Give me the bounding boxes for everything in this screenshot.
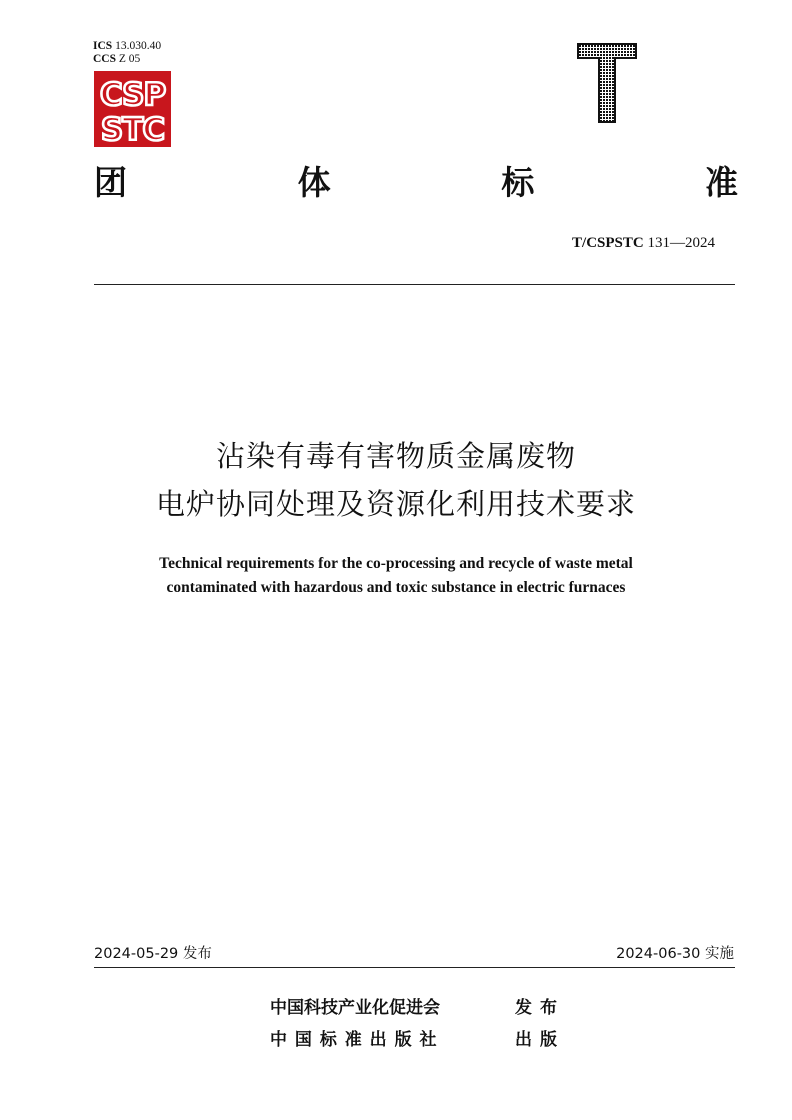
ics-label: ICS bbox=[93, 40, 113, 52]
ccs-label: CCS bbox=[93, 53, 117, 65]
implement-date: 2024-06-30 实施 bbox=[616, 946, 734, 962]
press-action: 出版 bbox=[515, 1030, 565, 1050]
bottom-divider bbox=[94, 967, 735, 968]
top-divider bbox=[94, 284, 735, 285]
press-name: 中 国 标 准 出 版 社 bbox=[270, 1030, 438, 1050]
document-code bbox=[572, 235, 715, 252]
doc-type-char-3: 标 bbox=[501, 163, 535, 202]
publish-date: 2024-05-29 发布 bbox=[94, 946, 212, 962]
title-cn-line-2: 电炉协同处理及资源化利用技术要求 bbox=[155, 487, 636, 521]
publisher-action: 发布 bbox=[515, 998, 565, 1018]
document-code-number: 131—2024 bbox=[647, 235, 715, 251]
logo-text-bottom: STC bbox=[100, 112, 165, 147]
logo-text-top: CSP bbox=[99, 77, 166, 113]
ics-code: 13.030.40 bbox=[115, 40, 162, 52]
title-cn-line-1: 沾染有毒有害物质金属废物 bbox=[215, 439, 576, 473]
standard-type-mark bbox=[576, 42, 638, 124]
doc-type-char-2: 体 bbox=[297, 163, 331, 202]
doc-type-char-4: 准 bbox=[704, 163, 738, 202]
cspstc-logo bbox=[94, 71, 171, 147]
classification-codes bbox=[93, 40, 161, 66]
ccs-code: Z 05 bbox=[118, 53, 141, 65]
ics-line bbox=[93, 40, 161, 53]
publisher-name: 中国科技产业化促进会 bbox=[270, 998, 440, 1018]
document-code-prefix: T/CSPSTC bbox=[572, 235, 644, 251]
document-type-heading bbox=[94, 163, 738, 203]
doc-type-char-1: 团 bbox=[94, 163, 127, 202]
title-en-line-1: Technical requirements for the co-processing and recycle of waste metal bbox=[159, 555, 633, 572]
ccs-line bbox=[93, 53, 161, 66]
title-en-line-2: contaminated with hazardous and toxic substance in electric furnaces bbox=[166, 579, 626, 596]
